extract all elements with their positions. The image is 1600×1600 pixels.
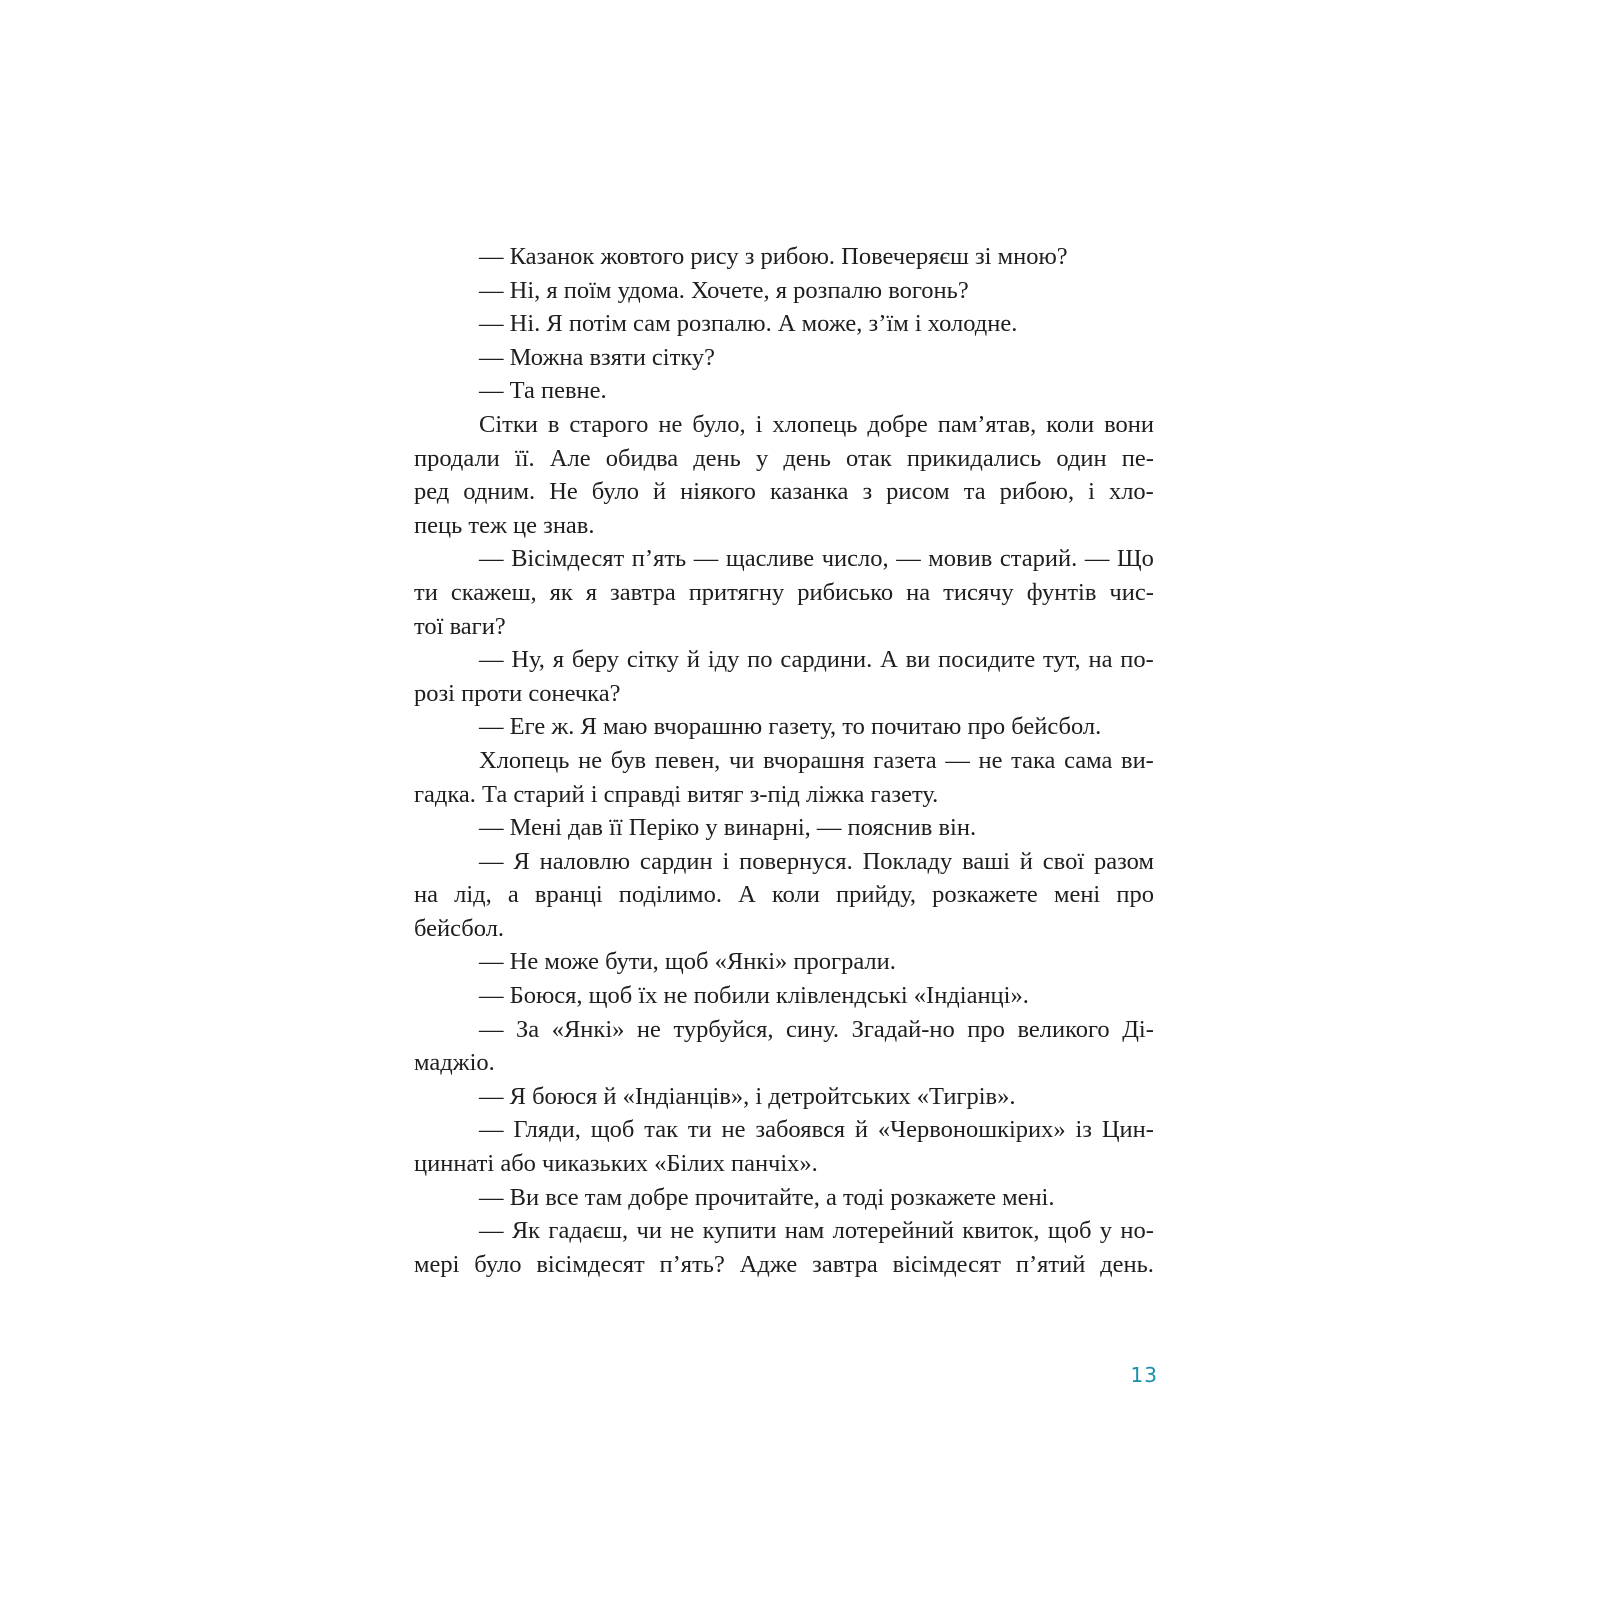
text-line: тої ваги? xyxy=(414,612,506,640)
text-line: маджіо. xyxy=(414,1049,495,1077)
text-line: — Ви все там добре прочитайте, а тоді розкажете мені. xyxy=(479,1183,1055,1211)
text-line: циннаті або чиказьких «Білих панчіх». xyxy=(414,1150,818,1178)
text-line: — Я наловлю сардин і повернуся. Покладу ваші й свої разом xyxy=(479,847,1154,875)
text-line: — Мені дав її Періко у винарні, — пояснив він. xyxy=(479,814,977,842)
text-line: — Ні, я поїм удома. Хочете, я розпалю вогонь? xyxy=(479,276,969,304)
text-line: Хлопець не був певен, чи вчорашня газета — не така сама ви- xyxy=(479,746,1154,774)
text-line: — Не може бути, щоб «Янкі» програли. xyxy=(479,948,896,976)
text-line: — За «Янкі» не турбуйся, сину. Згадай-но про великого Ді- xyxy=(479,1015,1154,1043)
text-line: — Еге ж. Я маю вчорашню газету, то почитаю про бейсбол. xyxy=(479,713,1102,741)
text-line: — Казанок жовтого рису з рибою. Повечеряєш зі мною? xyxy=(479,243,1068,270)
text-line: пець теж це знав. xyxy=(414,511,595,539)
body-text xyxy=(414,240,1154,1281)
text-line: — Як гадаєш, чи не купити нам лотерейний квиток, щоб у но- xyxy=(479,1217,1154,1245)
text-line: — Та певне. xyxy=(479,377,607,405)
text-line: розі проти сонечка? xyxy=(414,679,621,707)
text-line: Сітки в старого не було, і хлопець добре пам’ятав, коли вони xyxy=(479,410,1154,438)
text-line: на лід, а вранці поділимо. А коли прийду, розкажете мені про xyxy=(414,881,1154,909)
text-line: — Боюся, щоб їх не побили клівлендські «Індіанці». xyxy=(479,982,1029,1010)
text-line: — Я боюся й «Індіанців», і детройтських «Тигрів». xyxy=(479,1082,1016,1110)
text-line: — Можна взяти сітку? xyxy=(479,343,716,371)
text-line: гадка. Та старий і справді витяг з-під ліжка газету. xyxy=(414,780,939,808)
text-line: — Вісімдесят п’ять — щасливе число, — мовив старий. — Що xyxy=(479,545,1154,573)
text-line: — Ні. Я потім сам розпалю. А може, з’їм і холодне. xyxy=(479,310,1018,338)
text-line: мері було вісімдесят п’ять? Адже завтра вісімдесят п’ятий день. xyxy=(414,1250,1154,1278)
text-line: ти скажеш, як я завтра притягну рибисько на тисячу фунтів чис- xyxy=(414,578,1154,606)
text-line: — Гляди, щоб так ти не забоявся й «Червоношкірих» із Цин- xyxy=(479,1116,1154,1144)
text-line: ред одним. Не було й ніякого казанка з рисом та рибою, і хло- xyxy=(414,478,1154,506)
page-number: 13 xyxy=(1130,1363,1158,1387)
text-line: продали її. Але обидва день у день отак прикидались один пе- xyxy=(414,444,1154,472)
text-line: бейсбол. xyxy=(414,914,505,942)
text-line: — Ну, я беру сітку й іду по сардини. А ви посидите тут, на по- xyxy=(479,646,1154,674)
